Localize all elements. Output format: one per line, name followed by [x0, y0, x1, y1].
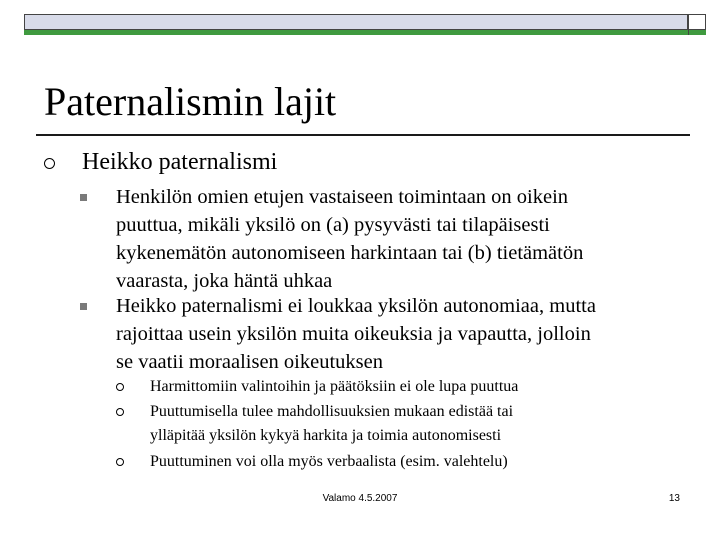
square-bullet-icon [80, 194, 87, 201]
main-bullet-text: Heikko paternalismi [82, 149, 278, 175]
slide-title: Paternalismin lajit [44, 79, 337, 124]
text-line: ylläpitää yksilön kykyä harkita ja toimia autonomisesti [150, 427, 502, 444]
text-line: Henkilön omien etujen vastaiseen toimintaan on oikein [116, 186, 569, 208]
decorative-header-band [24, 14, 706, 32]
text-line: Puuttumisella tulee mahdollisuuksien mukaan edistää tai [150, 403, 514, 420]
third-level-bullet-3-text [150, 450, 670, 474]
header-band-green-line [24, 30, 706, 35]
header-band-divider [688, 30, 689, 35]
text-line: Harmittomiin valintoihin ja päätöksiin ei ole lupa puuttua [150, 378, 519, 395]
text-line: Heikko paternalismi ei loukkaa yksilön autonomiaa, mutta [116, 295, 596, 317]
page-number: 13 [668, 493, 680, 504]
title-underline [36, 134, 690, 136]
text-line: vaarasta, joka häntä uhkaa [116, 270, 333, 292]
text-line: Puuttuminen voi olla myös verbaalista (esim. valehtelu) [150, 453, 508, 470]
third-level-bullet-2-text [150, 400, 670, 448]
text-line: se vaatii moraalisen oikeutuksen [116, 351, 383, 373]
small-ring-bullet-icon [116, 383, 124, 391]
sub-bullet-1-text [116, 183, 706, 295]
header-band-square [688, 14, 706, 30]
small-ring-bullet-icon [116, 458, 124, 466]
square-bullet-icon [80, 303, 87, 310]
sub-bullet-2-text [116, 292, 706, 376]
small-ring-bullet-icon [116, 408, 124, 416]
ring-bullet-icon [44, 158, 55, 169]
text-line: puuttua, mikäli yksilö on (a) pysyvästi tai tilapäisesti [116, 214, 550, 236]
text-line: kykenemätön autonomiseen harkintaan tai (b) tietämätön [116, 242, 584, 264]
third-level-bullet-1-text [150, 375, 670, 399]
header-band-bar [24, 14, 688, 30]
footer-date-location: Valamo 4.5.2007 [322, 493, 398, 504]
text-line: rajoittaa usein yksilön muita oikeuksia ja vapautta, jolloin [116, 323, 591, 345]
